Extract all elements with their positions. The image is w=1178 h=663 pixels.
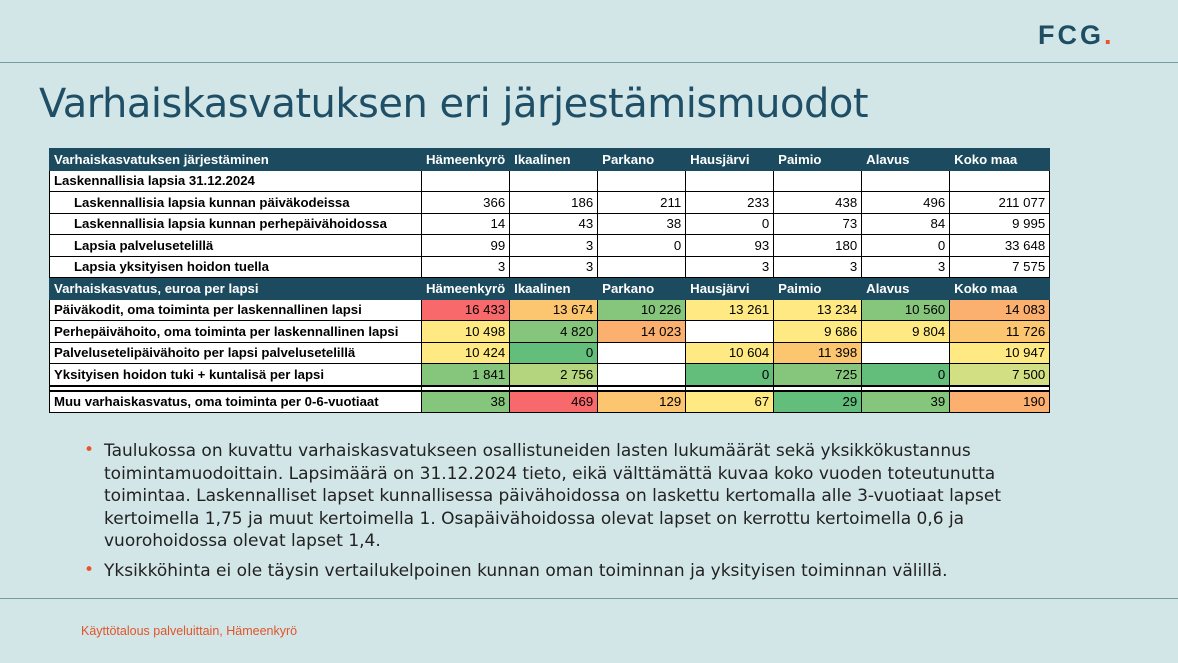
table-cell: 211 077 bbox=[950, 192, 1050, 214]
table-row bbox=[50, 235, 1050, 257]
column-header: Koko maa bbox=[950, 149, 1050, 171]
table-cell: 3 bbox=[862, 256, 950, 278]
table-row bbox=[50, 364, 1050, 386]
column-header: Alavus bbox=[862, 149, 950, 171]
row-label: Laskennallisia lapsia kunnan päiväkodeissa bbox=[50, 192, 422, 214]
column-header: Parkano bbox=[598, 278, 686, 300]
table-cell: 190 bbox=[950, 391, 1050, 413]
table-row bbox=[50, 213, 1050, 235]
table-cell: 10 947 bbox=[950, 342, 1050, 364]
table-cell bbox=[774, 170, 862, 192]
note-text: Yksikköhinta ei ole täysin vertailukelpoinen kunnan oman toiminnan ja yksityisen toiminnan välillä. bbox=[104, 560, 948, 581]
table-cell: 7 500 bbox=[950, 364, 1050, 386]
table-cell: 73 bbox=[774, 213, 862, 235]
table-cell: 1 841 bbox=[422, 364, 510, 386]
table-cell: 2 756 bbox=[510, 364, 598, 386]
column-header: Ikaalinen bbox=[510, 278, 598, 300]
table-cell: 29 bbox=[774, 391, 862, 413]
table-cell bbox=[598, 342, 686, 364]
table-cell: 33 648 bbox=[950, 235, 1050, 257]
header-divider bbox=[0, 62, 1178, 63]
table-cell: 0 bbox=[686, 213, 774, 235]
table-cell: 13 234 bbox=[774, 299, 862, 321]
row-label: Lapsia palvelusetelillä bbox=[50, 235, 422, 257]
table-cell: 10 498 bbox=[422, 321, 510, 343]
table-cell: 10 560 bbox=[862, 299, 950, 321]
table-cell: 14 023 bbox=[598, 321, 686, 343]
table-cell: 469 bbox=[510, 391, 598, 413]
table-row-summary bbox=[50, 391, 1050, 413]
table-cell: 13 261 bbox=[686, 299, 774, 321]
section-row bbox=[50, 170, 1050, 192]
table-cell: 39 bbox=[862, 391, 950, 413]
section-label: Laskennallisia lapsia 31.12.2024 bbox=[50, 170, 422, 192]
table-cell bbox=[862, 342, 950, 364]
row-label: Päiväkodit, oma toiminta per laskennallinen lapsi bbox=[50, 299, 422, 321]
table-cell: 14 bbox=[422, 213, 510, 235]
table-cell: 0 bbox=[598, 235, 686, 257]
header-label: Varhaiskasvatuksen järjestäminen bbox=[50, 149, 422, 171]
table-cell: 38 bbox=[422, 391, 510, 413]
table-cell: 93 bbox=[686, 235, 774, 257]
table-cell: 13 674 bbox=[510, 299, 598, 321]
table-header-row bbox=[50, 149, 1050, 171]
column-header: Hausjärvi bbox=[686, 149, 774, 171]
table-cell: 10 226 bbox=[598, 299, 686, 321]
column-header: Paimio bbox=[774, 278, 862, 300]
bullet-icon: • bbox=[84, 559, 95, 580]
table-cell: 9 804 bbox=[862, 321, 950, 343]
table-cell: 7 575 bbox=[950, 256, 1050, 278]
row-label: Muu varhaiskasvatus, oma toiminta per 0-6-vuotiaat bbox=[50, 391, 422, 413]
table-cell: 438 bbox=[774, 192, 862, 214]
table-cell bbox=[598, 170, 686, 192]
table-cell: 496 bbox=[862, 192, 950, 214]
footer-divider bbox=[0, 598, 1178, 599]
column-header: Paimio bbox=[774, 149, 862, 171]
table-cell: 129 bbox=[598, 391, 686, 413]
table-cell: 38 bbox=[598, 213, 686, 235]
table-cell: 0 bbox=[862, 235, 950, 257]
table-cell bbox=[510, 170, 598, 192]
table-cell: 9 995 bbox=[950, 213, 1050, 235]
table-cell: 0 bbox=[686, 364, 774, 386]
table-cell bbox=[686, 321, 774, 343]
table-cell bbox=[598, 256, 686, 278]
table-cell bbox=[686, 170, 774, 192]
table-cell: 366 bbox=[422, 192, 510, 214]
table-cell: 11 726 bbox=[950, 321, 1050, 343]
column-header: Ikaalinen bbox=[510, 149, 598, 171]
list-item bbox=[80, 560, 1080, 583]
column-header: Koko maa bbox=[950, 278, 1050, 300]
table-cell: 725 bbox=[774, 364, 862, 386]
column-header: Parkano bbox=[598, 149, 686, 171]
note-text: Taulukossa on kuvattu varhaiskasvatukseen osallistuneiden lasten lukumäärät sekä yksikkökustannus toimintamuodoittain. Lapsimäärä on 31.12.2024 tieto, eikä välttämättä kuvaa koko vuoden toteutunutta toimintaa. Laskennalliset lapset kunnallisessa päivähoidossa on laskettu kertomalla alle 3-vuotiaat lapset kertoimella 1,75 ja muut kertoimella 1. Osapäivähoidossa olevat lapset on kerrottu kertoimella 0,6 ja vuorohoidossa olevat lapset 1,4. bbox=[104, 441, 1001, 551]
row-label: Lapsia yksityisen hoidon tuella bbox=[50, 256, 422, 278]
bullet-icon: • bbox=[84, 440, 95, 460]
table-header-row bbox=[50, 278, 1050, 300]
page-title: Varhaiskasvatuksen eri järjestämismuodot bbox=[39, 81, 869, 127]
table-cell: 67 bbox=[686, 391, 774, 413]
column-header: Hämeenkyrö bbox=[422, 278, 510, 300]
data-table bbox=[49, 148, 1050, 413]
column-header: Alavus bbox=[862, 278, 950, 300]
table-cell: 3 bbox=[510, 256, 598, 278]
row-label: Laskennallisia lapsia kunnan perhepäivähoidossa bbox=[50, 213, 422, 235]
table-cell: 180 bbox=[774, 235, 862, 257]
table-cell: 16 433 bbox=[422, 299, 510, 321]
table-cell bbox=[422, 170, 510, 192]
list-item bbox=[80, 440, 1080, 553]
notes-list bbox=[80, 440, 1080, 589]
table-cell: 10 424 bbox=[422, 342, 510, 364]
table-row bbox=[50, 321, 1050, 343]
table-cell: 10 604 bbox=[686, 342, 774, 364]
row-label: Palvelusetelipäivähoito per lapsi palvelusetelillä bbox=[50, 342, 422, 364]
table-cell: 186 bbox=[510, 192, 598, 214]
table-cell: 0 bbox=[510, 342, 598, 364]
table-row bbox=[50, 256, 1050, 278]
table-cell: 211 bbox=[598, 192, 686, 214]
table-cell: 14 083 bbox=[950, 299, 1050, 321]
table-cell: 43 bbox=[510, 213, 598, 235]
header-label: Varhaiskasvatus, euroa per lapsi bbox=[50, 278, 422, 300]
table-cell bbox=[862, 170, 950, 192]
table-cell: 0 bbox=[862, 364, 950, 386]
fcg-logo bbox=[1038, 20, 1115, 52]
row-label: Yksityisen hoidon tuki + kuntalisä per lapsi bbox=[50, 364, 422, 386]
column-header: Hämeenkyrö bbox=[422, 149, 510, 171]
table-cell: 84 bbox=[862, 213, 950, 235]
table-cell: 4 820 bbox=[510, 321, 598, 343]
table-cell: 3 bbox=[422, 256, 510, 278]
table-cell: 99 bbox=[422, 235, 510, 257]
table-cell bbox=[598, 364, 686, 386]
table-cell: 9 686 bbox=[774, 321, 862, 343]
table-row bbox=[50, 192, 1050, 214]
table-cell: 11 398 bbox=[774, 342, 862, 364]
table-cell: 3 bbox=[686, 256, 774, 278]
logo-text: FCG bbox=[1038, 20, 1104, 50]
logo-dot: . bbox=[1104, 20, 1115, 50]
table-row bbox=[50, 299, 1050, 321]
table-cell: 3 bbox=[510, 235, 598, 257]
table-row bbox=[50, 342, 1050, 364]
column-header: Hausjärvi bbox=[686, 278, 774, 300]
footer-source: Käyttötalous palveluittain, Hämeenkyrö bbox=[81, 624, 298, 638]
table-cell: 3 bbox=[774, 256, 862, 278]
table-cell: 233 bbox=[686, 192, 774, 214]
row-label: Perhepäivähoito, oma toiminta per laskennallinen lapsi bbox=[50, 321, 422, 343]
table-cell bbox=[950, 170, 1050, 192]
